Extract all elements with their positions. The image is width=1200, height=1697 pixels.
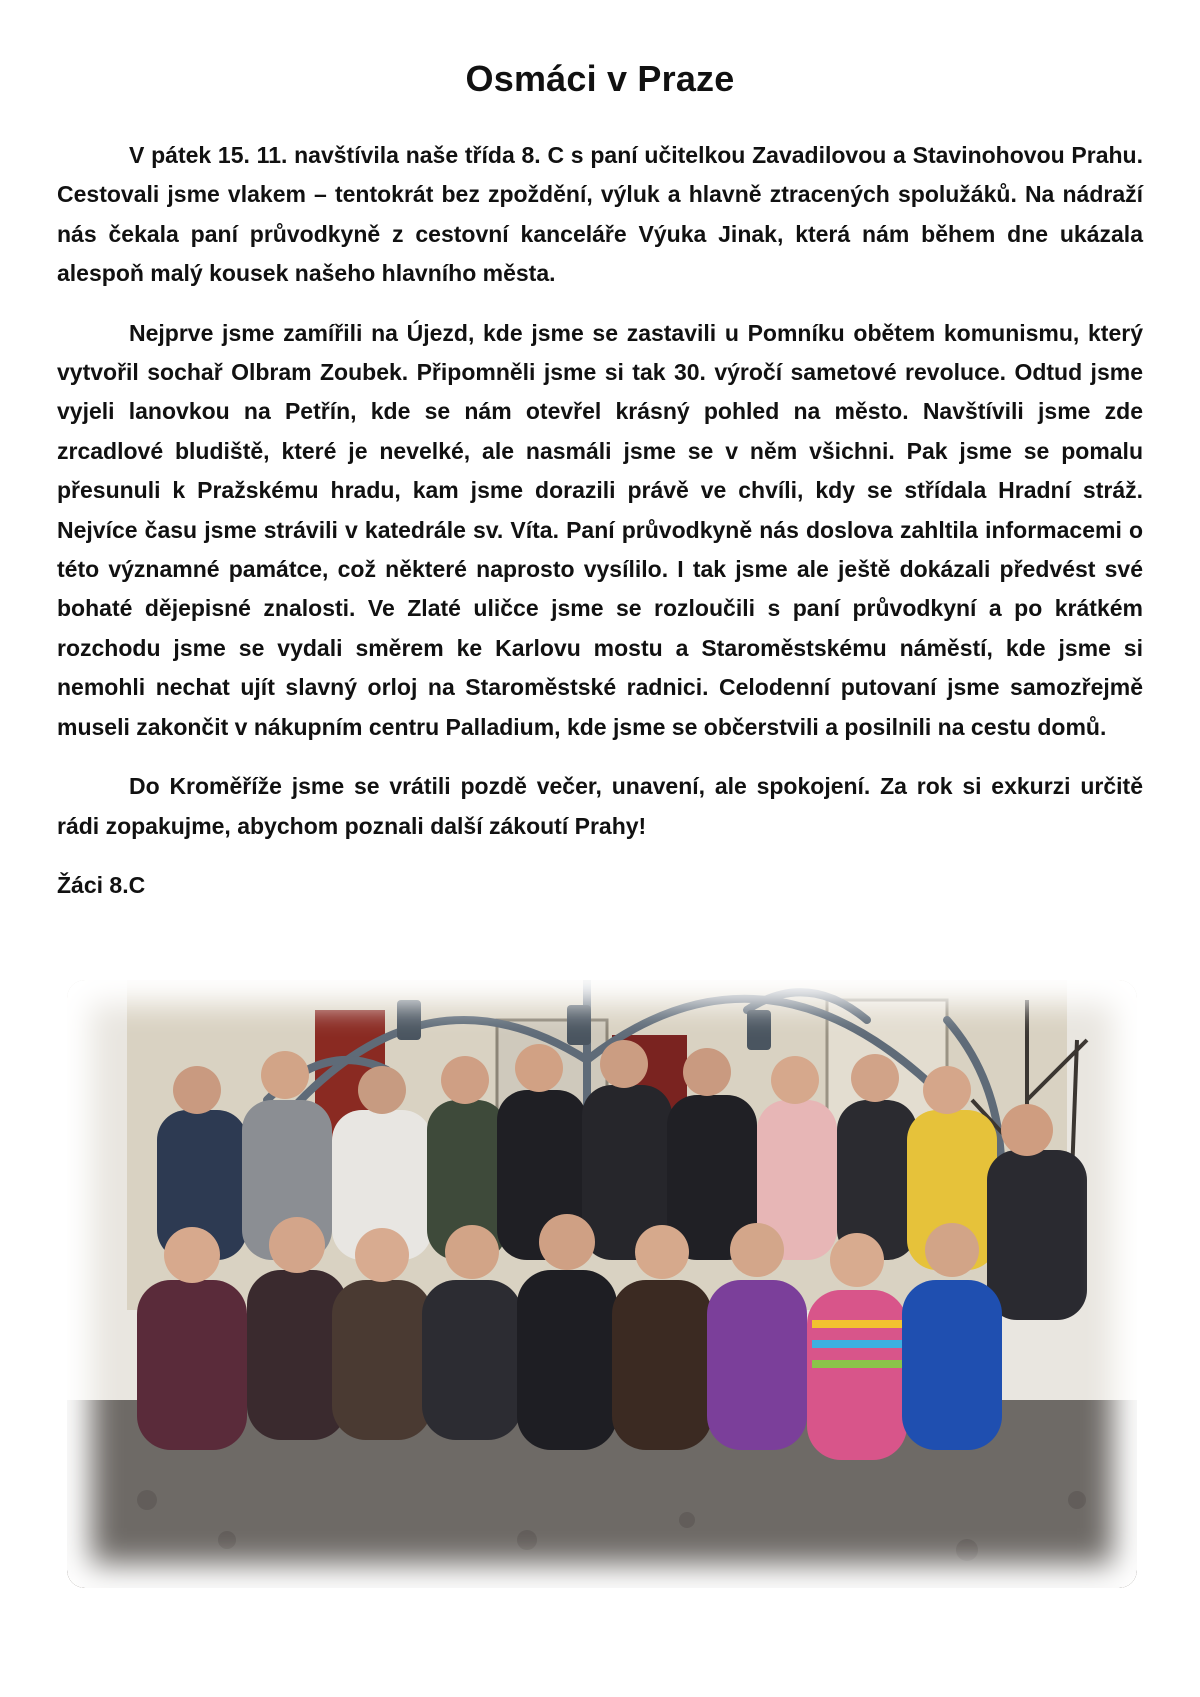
group-photo-illustration — [67, 980, 1137, 1588]
group-photo — [67, 980, 1137, 1588]
paragraph-3: Do Kroměříže jsme se vrátili pozdě večer, unavení, ale spokojení. Za rok si exkurzi určitě rádi zopakujme, abychom poznali další zákoutí Prahy! — [57, 773, 1143, 839]
article-body — [57, 136, 1143, 905]
signature: Žáci 8.C — [57, 871, 146, 898]
page-title: Osmáci v Praze — [465, 58, 735, 99]
group-photo-frame — [67, 980, 1137, 1588]
paragraph-1: V pátek 15. 11. navštívila naše třída 8. C s paní učitelkou Zavadilovou a Stavinohovou Prahu. Cestovali jsme vlakem – tentokrát bez zpoždění, výluk a hlavně ztracených spolužáků. Na nádraží nás čekala paní průvodkyně z cestovní kanceláře Výuka Jinak, která nám během dne ukázala alespoň malý kousek našeho hlavního města. — [57, 142, 1143, 287]
paragraph-2: Nejprve jsme zamířili na Újezd, kde jsme se zastavili u Pomníku obětem komunismu, který vytvořil sochař Olbram Zoubek. Připomněli jsme si tak 30. výročí sametové revoluce. Odtud jsme vyjeli lanovkou na Petřín, kde se nám otevřel krásný pohled na město. Navštívili jsme zde zrcadlové bludiště, které je nevelké, ale nasmáli jsme se v něm všichni. Pak jsme se pomalu přesunuli k Pražskému hradu, kam jsme dorazili právě ve chvíli, kdy se střídala Hradní stráž. Nejvíce času jsme strávili v katedrále sv. Víta. Paní průvodkyně nás doslova zahltila informacemi o této významné památce, což některé naprosto vysílilo. I tak jsme ale ještě dokázali předvést své bohaté dějepisné znalosti. Ve Zlaté uličce jsme se rozloučili s paní průvodkyní a po krátkém rozchodu jsme se vydali směrem ke Karlovu mostu a Staroměstskému náměstí, kde jsme si nemohli nechat ujít slavný orloj na Staroměstské radnici. Celodenní putovaní jsme samozřejmě museli zakončit v nákupním centru Palladium, kde jsme se občerstvili a posilnili na cestu domů. — [57, 319, 1143, 740]
